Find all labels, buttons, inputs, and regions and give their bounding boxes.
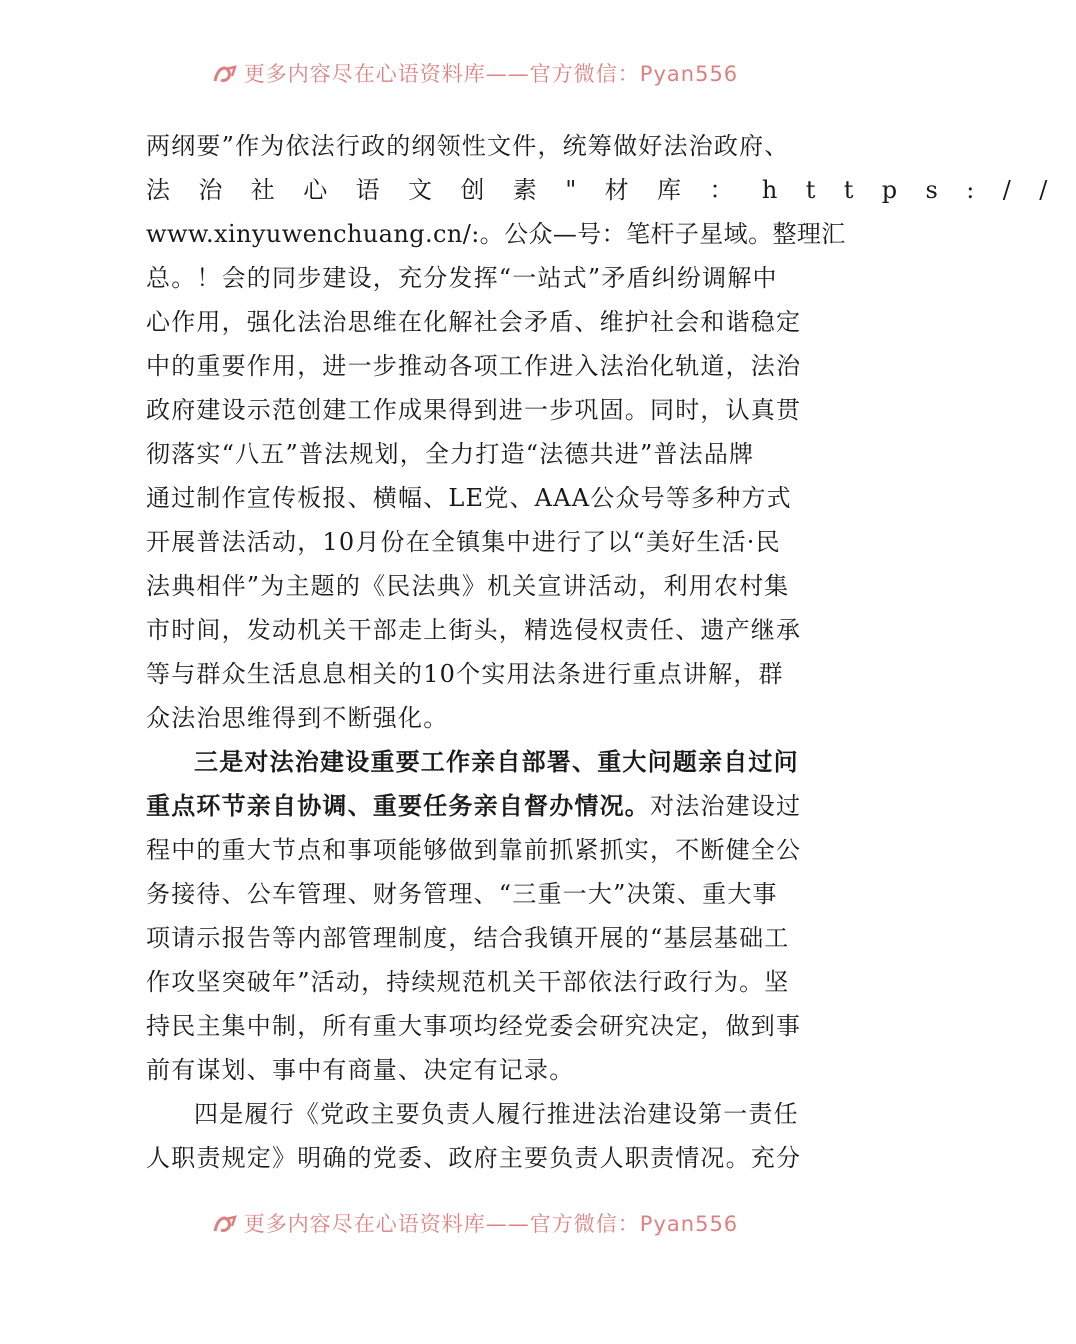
bold-heading-segment: 重点环节亲自协调、重要任务亲自督办情况。 (146, 791, 650, 820)
watermark-logo-icon (212, 63, 238, 85)
mixed-line (146, 784, 806, 828)
text-segment: 对法治建设过 (650, 792, 802, 820)
watermark-footer (0, 1208, 950, 1238)
spaced-segment: 法治社心语文创素"材库：https:// (146, 176, 1076, 204)
watermark-logo-icon (212, 1213, 238, 1235)
text-line: 政府建设示范创建工作成果得到进一步巩固。同时，认真贯 (146, 396, 802, 424)
text-line: 四是履行《党政主要负责人履行推进法治建设第一责任 (194, 1100, 799, 1128)
text-line: 等与群众生活息息相关的10个实用法条进行重点讲解，群 (146, 660, 784, 688)
text-line: 总。！会的同步建设，充分发挥“一站式”矛盾纠纷调解中 (146, 264, 778, 292)
text-line: 持民主集中制，所有重大事项均经党委会研究决定，做到事 (146, 1012, 802, 1040)
text-line: 法典相伴”为主题的《民法典》机关宣讲活动，利用农村集 (146, 572, 790, 600)
text-line-spaced (146, 168, 1076, 212)
text-line: 市时间，发动机关干部走上街头，精选侵权责任、遗产继承 (146, 616, 802, 644)
text-line: 作攻坚突破年”活动，持续规范机关干部依法行政行为。坚 (146, 968, 790, 996)
watermark-text: 更多内容尽在心语资料库——官方微信：Pyan556 (243, 62, 739, 86)
text-line: 务接待、公车管理、财务管理、“三重一大”决策、重大事 (146, 880, 778, 908)
text-line: 项请示报告等内部管理制度，结合我镇开展的“基层基础工 (146, 924, 790, 952)
watermark-text: 更多内容尽在心语资料库——官方微信：Pyan556 (243, 1212, 739, 1236)
text-line: 开展普法活动，10月份在全镇集中进行了以“美好生活·民 (146, 528, 781, 556)
text-line: 彻落实“八五”普法规划，全力打造“法德共进”普法品牌 (146, 440, 755, 468)
text-line: 人职责规定》明确的党委、政府主要负责人职责情况。充分 (146, 1144, 802, 1172)
document-body (146, 124, 1076, 1180)
watermark-header (0, 58, 950, 88)
text-line: www.xinyuwenchuang.cn/:。公众—号：笔杆子星域。整理汇 (146, 220, 846, 248)
text-line: 程中的重大节点和事项能够做到靠前抓紧抓实，不断健全公 (146, 836, 802, 864)
text-line: 中的重要作用，进一步推动各项工作进入法治化轨道，法治 (146, 352, 802, 380)
text-line: 前有谋划、事中有商量、决定有记录。 (146, 1056, 575, 1084)
text-line: 众法治思维得到不断强化。 (146, 704, 449, 732)
bold-heading-line: 三是对法治建设重要工作亲自部署、重大问题亲自过问 (194, 747, 799, 776)
text-line: 通过制作宣传板报、横幅、LE党、AAA公众号等多种方式 (146, 484, 792, 512)
text-line: 心作用，强化法治思维在化解社会矛盾、维护社会和谐稳定 (146, 308, 802, 336)
text-line: 两纲要”作为依法行政的纲领性文件，统筹做好法治政府、 (146, 132, 790, 160)
